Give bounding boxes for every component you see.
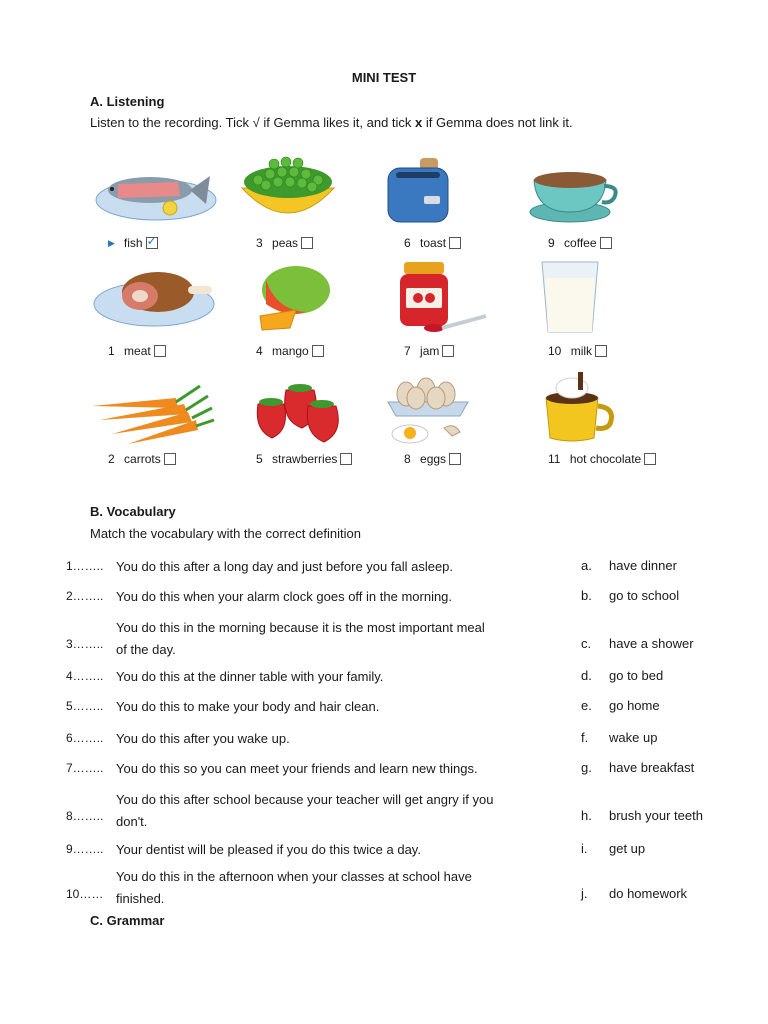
- tick-box-mango[interactable]: [312, 345, 324, 357]
- instruction-text-2: if Gemma does not link it.: [422, 115, 573, 130]
- tick-box-coffee[interactable]: [600, 237, 612, 249]
- section-a-instruction: [90, 115, 573, 130]
- tick-box-strawberries[interactable]: [340, 453, 352, 465]
- row-number: 4……..: [66, 669, 104, 683]
- row-number: 3……..: [66, 637, 104, 651]
- hot-chocolate-icon: [528, 368, 668, 448]
- row-number: 6……..: [66, 731, 104, 745]
- row-answer: wake up: [609, 730, 658, 745]
- page-title: MINI TEST: [351, 70, 417, 85]
- tick-box-meat[interactable]: [154, 345, 166, 357]
- food-cell-fish: [88, 152, 233, 260]
- food-label-peas: 3 peas: [256, 236, 313, 250]
- tick-box-fish[interactable]: [146, 237, 158, 249]
- row-answer: have dinner: [609, 558, 677, 573]
- row-definition: Your dentist will be pleased if you do this twice a day.: [116, 842, 421, 857]
- tick-box-eggs[interactable]: [449, 453, 461, 465]
- section-b-heading: B. Vocabulary: [90, 504, 176, 519]
- food-label-eggs: 8 eggs: [404, 452, 461, 466]
- tick-box-carrots[interactable]: [164, 453, 176, 465]
- eggs-icon: [384, 368, 524, 448]
- row-definition: You do this after a long day and just before you fall asleep.: [116, 559, 454, 574]
- mango-icon: [236, 260, 376, 340]
- tick-box-peas[interactable]: [301, 237, 313, 249]
- row-answer: brush your teeth: [609, 808, 703, 823]
- food-label-hot-chocolate: 11 hot chocolate: [548, 452, 656, 466]
- vocab-row-5: [0, 696, 768, 718]
- food-label-meat: 1 meat: [108, 344, 166, 358]
- row-definition: You do this in the morning because it is the most important meal of the day.: [116, 620, 485, 657]
- vocab-row-4: [0, 666, 768, 688]
- vocab-row-7: [0, 758, 768, 780]
- food-cell-eggs: [384, 368, 529, 476]
- food-cell-mango: [236, 260, 381, 368]
- row-definition: You do this after school because your teacher will get angry if you don't.: [116, 792, 494, 829]
- row-letter: i.: [581, 841, 588, 856]
- tick-box-hot-chocolate[interactable]: [644, 453, 656, 465]
- food-label-fish: ▶ fish ✓: [108, 236, 158, 250]
- food-cell-strawberries: [236, 368, 381, 476]
- food-label-milk: 10 milk: [548, 344, 607, 358]
- row-answer: have breakfast: [609, 760, 695, 775]
- row-letter: c.: [581, 636, 592, 651]
- tick-box-toast[interactable]: [449, 237, 461, 249]
- coffee-cup-icon: [528, 152, 668, 232]
- row-number: 7……..: [66, 761, 104, 775]
- section-c-heading: C. Grammar: [90, 913, 165, 928]
- instruction-x-mark: x: [415, 115, 423, 130]
- vocab-row-1: [0, 556, 768, 578]
- peas-icon: [236, 152, 376, 232]
- food-cell-coffee: [528, 152, 673, 260]
- row-answer: have a shower: [609, 636, 694, 651]
- food-label-jam: 7 jam: [404, 344, 454, 358]
- play-arrow-icon: ▶: [108, 237, 115, 248]
- row-letter: e.: [581, 698, 592, 713]
- row-definition: You do this to make your body and hair clean.: [116, 699, 380, 714]
- jam-jar-icon: [384, 260, 524, 340]
- row-answer: go home: [609, 698, 660, 713]
- meat-icon: [88, 260, 228, 340]
- tick-box-milk[interactable]: [595, 345, 607, 357]
- vocab-row-10: [0, 866, 768, 910]
- vocab-row-8: [0, 789, 768, 833]
- row-letter: d.: [581, 668, 592, 683]
- row-definition: You do this at the dinner table with your family.: [116, 669, 384, 684]
- row-number: 5……..: [66, 699, 104, 713]
- row-letter: a.: [581, 558, 592, 573]
- row-number: 8……..: [66, 809, 104, 823]
- food-cell-milk: [528, 260, 673, 368]
- row-letter: f.: [581, 730, 589, 745]
- milk-glass-icon: [528, 260, 668, 340]
- food-label-strawberries: 5 strawberries: [256, 452, 352, 466]
- section-a-heading: A. Listening: [90, 94, 165, 109]
- row-definition: You do this in the afternoon when your classes at school have finished.: [116, 869, 472, 906]
- row-letter: j.: [581, 886, 588, 901]
- strawberries-icon: [236, 368, 376, 448]
- row-letter: g.: [581, 760, 592, 775]
- tick-box-jam[interactable]: [442, 345, 454, 357]
- row-answer: go to bed: [609, 668, 664, 683]
- row-number: 9……..: [66, 842, 104, 856]
- row-number: 1……..: [66, 559, 104, 573]
- vocab-row-3: [0, 617, 768, 661]
- instruction-text-1: Listen to the recording. Tick √ if Gemma likes it, and tick: [90, 115, 416, 130]
- food-cell-hot-chocolate: [528, 368, 673, 476]
- food-cell-meat: [88, 260, 233, 368]
- row-number: 2……..: [66, 589, 104, 603]
- food-cell-carrots: [88, 368, 233, 476]
- food-label-carrots: 2 carrots: [108, 452, 176, 466]
- food-label-mango: 4 mango: [256, 344, 324, 358]
- vocab-row-9: [0, 839, 768, 861]
- food-cell-jam: [384, 260, 529, 368]
- row-definition: You do this when your alarm clock goes off in the morning.: [116, 589, 453, 604]
- toaster-icon: [384, 152, 524, 232]
- row-definition: You do this after you wake up.: [116, 731, 290, 746]
- row-definition: You do this so you can meet your friends and learn new things.: [116, 761, 478, 776]
- row-letter: h.: [581, 808, 592, 823]
- row-answer: go to school: [609, 588, 680, 603]
- carrots-icon: [88, 368, 228, 448]
- food-cell-toast: [384, 152, 529, 260]
- fish-icon: [88, 152, 228, 232]
- row-number: 10……: [66, 887, 104, 901]
- food-cell-peas: [236, 152, 381, 260]
- row-letter: b.: [581, 588, 592, 603]
- vocab-row-6: [0, 728, 768, 750]
- food-label-coffee: 9 coffee: [548, 236, 612, 250]
- section-b-instruction: Match the vocabulary with the correct definition: [90, 526, 361, 541]
- vocab-row-2: [0, 586, 768, 608]
- row-answer: get up: [609, 841, 646, 856]
- row-answer: do homework: [609, 886, 688, 901]
- food-label-toast: 6 toast: [404, 236, 461, 250]
- food-picture-grid: [88, 152, 678, 482]
